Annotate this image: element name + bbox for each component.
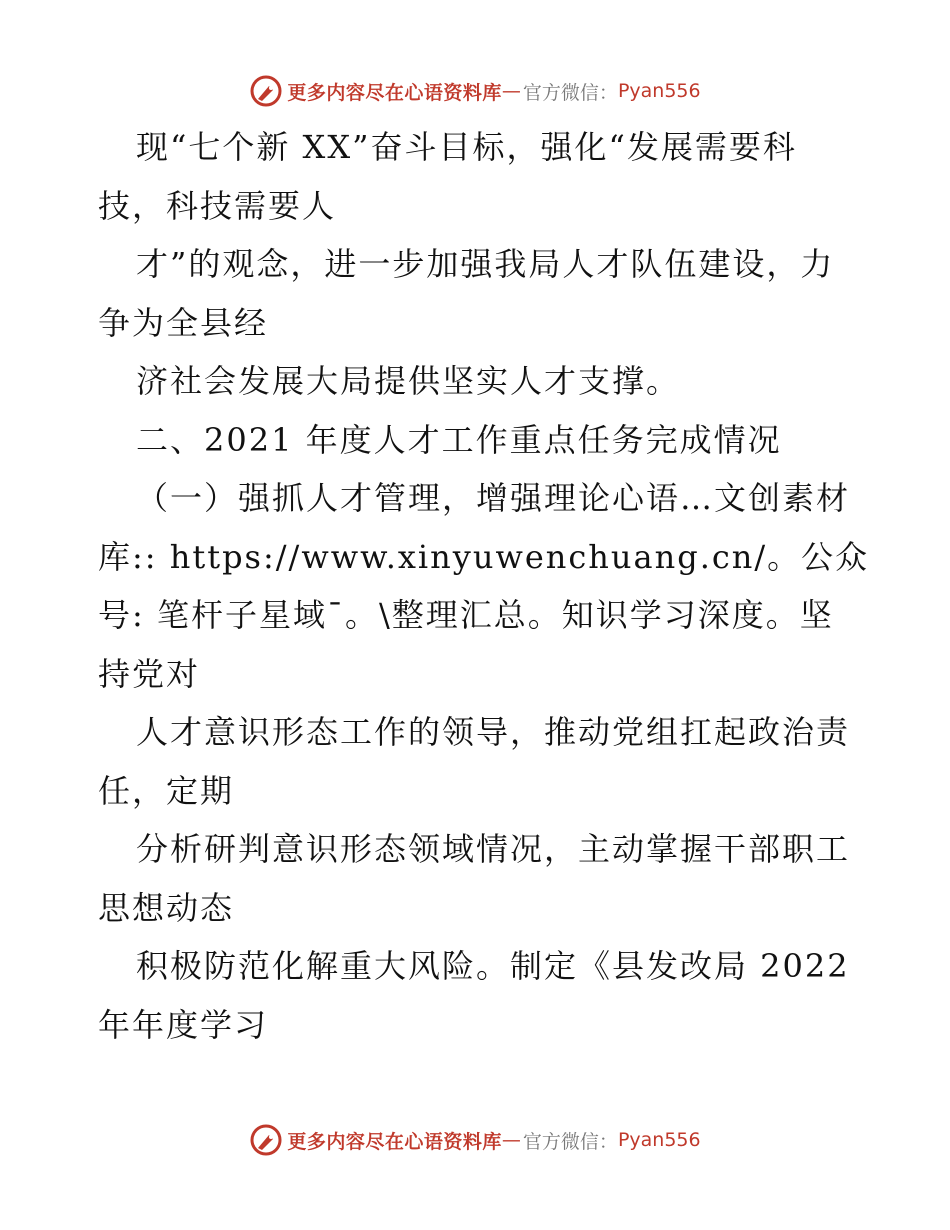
section-heading: 二、2021 年度人才工作重点任务完成情况 [136, 420, 782, 459]
banner-brand: 更多内容尽在心语资料库 [287, 1130, 502, 1153]
pen-nib-circle-icon [249, 74, 283, 108]
body-line: 济社会发展大局提供坚实人才支撑。 [136, 362, 681, 400]
header-banner [0, 71, 950, 111]
document-body [98, 118, 870, 1054]
body-line: 思想动态 [98, 888, 235, 927]
body-line: 分析研判意识形态领域情况，主动掌握干部职工 [136, 830, 851, 868]
body-line: 积极防范化解重大风险。制定《县发改局 2022 [136, 947, 850, 985]
pen-nib-circle-icon [249, 1123, 283, 1157]
banner-official-label: 官方微信： [522, 1130, 618, 1153]
body-line: 年年度学习 [98, 1005, 269, 1044]
banner-dash: — [501, 80, 521, 102]
banner-brand: 更多内容尽在心语资料库 [287, 81, 502, 104]
body-line: 争为全县经 [98, 303, 269, 342]
body-line: 才”的观念，进一步加强我局人才队伍建设，力 [136, 245, 835, 283]
body-line: 任，定期 [98, 771, 235, 810]
footer-banner [0, 1120, 950, 1160]
subsection-heading: （一）强抓人才管理，增强理论心语…文创素材 [136, 479, 851, 517]
body-line: 持党对 [98, 654, 201, 693]
banner-official-label: 官方微信： [522, 81, 618, 104]
body-line: 现“七个新 XX”奋斗目标，强化“发展需要科 [136, 128, 797, 166]
body-line: 号: 笔杆子星域¯。\整理汇总。知识学习深度。坚 [98, 596, 834, 634]
body-line: 人才意识形态工作的领导，推动党组扛起政治责 [136, 713, 851, 751]
banner-dash: — [501, 1129, 521, 1151]
banner-wechat-id: Pyan556 [617, 1129, 701, 1151]
body-line: 库:: https://www.xinyuwenchuang.cn/。公众 [98, 537, 870, 576]
body-line: 技，科技需要人 [98, 186, 337, 225]
banner-wechat-id: Pyan556 [617, 80, 701, 102]
